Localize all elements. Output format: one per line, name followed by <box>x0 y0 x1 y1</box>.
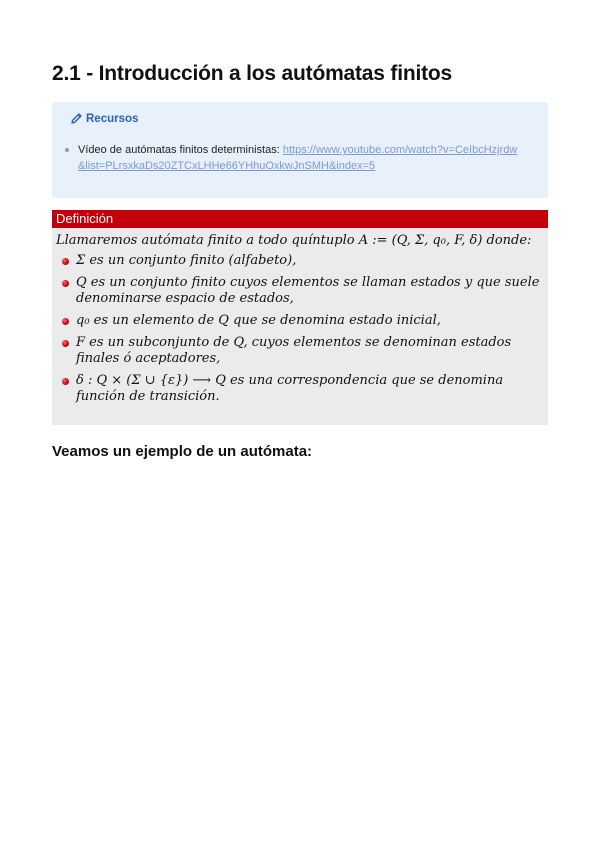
definition-box <box>52 210 548 425</box>
resources-heading: Recursos <box>86 112 139 125</box>
definition-item: q₀ es un elemento de Q que se denomina estado inicial, <box>56 313 548 329</box>
definition-list <box>56 253 548 405</box>
definition-item: Σ es un conjunto finito (alfabeto), <box>56 253 548 269</box>
definition-intro: Llamaremos autómata finito a todo quíntuplo A := (Q, Σ, q₀, F, δ) donde: <box>56 233 532 248</box>
definition-item: Q es un conjunto finito cuyos elementos se llaman estados y que suele denominarse espacio de estados, <box>56 275 548 307</box>
bullet-icon <box>62 280 69 287</box>
section-subtitle: Veamos un ejemplo de un autómata: <box>52 443 313 460</box>
bullet-icon <box>62 340 69 347</box>
page-title: 2.1 - Introducción a los autómatas finitos <box>52 62 452 85</box>
bullet-icon <box>62 318 69 325</box>
resources-header <box>70 112 138 125</box>
bullet-icon <box>65 148 69 152</box>
bullet-icon <box>62 378 69 385</box>
definition-item: F es un subconjunto de Q, cuyos elementos se denominan estados finales ó aceptadores, <box>56 335 548 367</box>
definition-body <box>52 228 548 405</box>
definition-item: δ : Q × (Σ ∪ {ε}) ⟶ Q es una correspondencia que se denomina función de transición. <box>56 373 548 405</box>
pencil-icon <box>70 112 83 125</box>
resources-callout <box>52 102 548 198</box>
bullet-icon <box>62 258 69 265</box>
resource-text: Vídeo de autómatas finitos deterministas: <box>78 144 283 156</box>
youtube-link[interactable]: https://www.youtube.com/watch?v=CeIbcHzjrdw&list=PLrsxkaDs20ZTCxLHHe66YHhuOxkwJnSMH&index=5 <box>78 144 518 172</box>
definition-header: Definición <box>52 210 548 228</box>
resource-list-item <box>78 142 518 174</box>
